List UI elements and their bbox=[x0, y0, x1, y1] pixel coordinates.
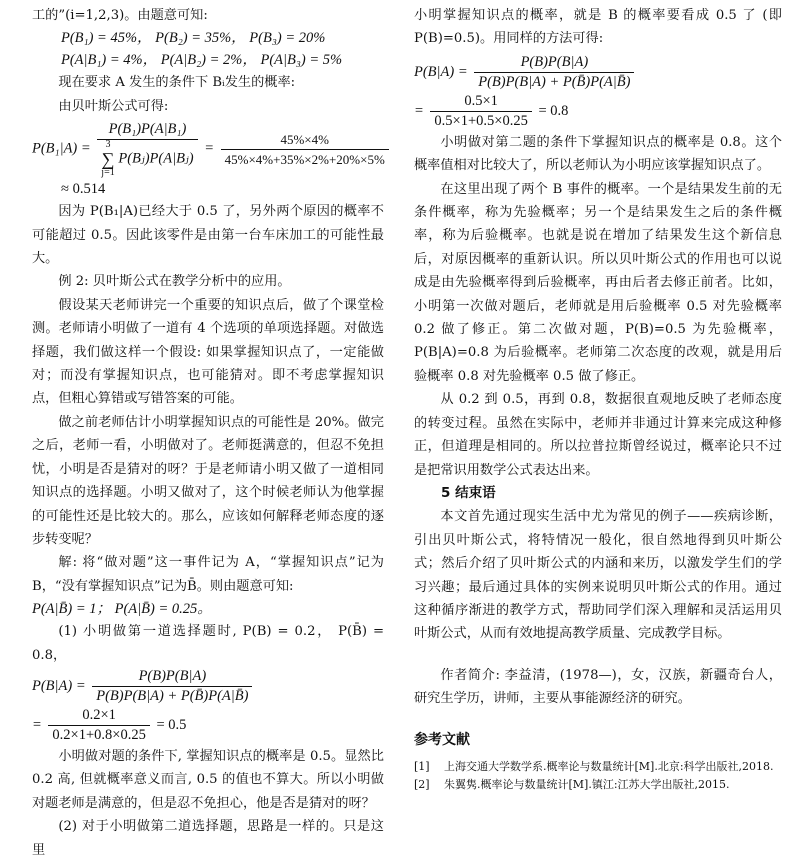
numerator: P(B)P(B|A) bbox=[92, 667, 252, 687]
text-line: 现在要求 A 发生的条件下 Bᵢ发生的概率: bbox=[58, 75, 296, 91]
result-value: = 0.8 bbox=[538, 102, 569, 119]
fraction bbox=[97, 120, 197, 178]
paragraph: 小明掌握知识点的概率，就是 B 的概率要看成 0.5 了 (即 P(B)=0.5)。用同样的方法可得: bbox=[414, 8, 782, 47]
denominator: 45%×4%+35%×2%+20%×5% bbox=[224, 151, 385, 167]
paragraph: (1) 小明做第一道选择题时, P(B) = 0.2， P(B̄) = 0.8， bbox=[32, 624, 384, 663]
paragraph: 从 0.2 到 0.5，再到 0.8，数据很直观地反映了老师态度的转变过程。虽然在实际中，老师并非通过计算来完成这种修正，但道理是相同的。所以拉普拉斯曾经说过，概率论只不过是把常识用数学公式表达出来。 bbox=[414, 392, 782, 478]
formula: ≈ 0.514 bbox=[61, 181, 106, 198]
paragraph: 小明做对第二题的条件下掌握知识点的概率是 0.8。这个概率值相对比较大了，所以老师认为小明应该掌握知识点了。 bbox=[414, 134, 782, 174]
fraction bbox=[474, 53, 634, 92]
fraction bbox=[221, 130, 389, 169]
paragraph: 做之前老师估计小明掌握知识点的可能性是 20%。做完之后，老师一看，小明做对了。老师挺满意的，但忍不免担忧，小明是否是猜对的呀？于是老师请小明又做了一道相同知识点的选择题。小明又做对了，这个时候老师认为他掌握的可能性还是比较大的。那么，应该如何解释老师态度的逐步转变呢？ bbox=[32, 414, 384, 547]
denominator bbox=[97, 140, 197, 178]
formula-result bbox=[414, 92, 782, 131]
formula-lhs: P(B₁|A) = bbox=[32, 140, 91, 157]
formula: P(A|B̄) = 1； P(A|B̄) = 0.25。 bbox=[32, 601, 212, 618]
section-heading: 5 结束语 bbox=[441, 484, 496, 501]
text-line: 由贝叶斯公式可得: bbox=[58, 98, 169, 114]
bayes-formula-example1 bbox=[32, 120, 384, 178]
paragraph: 例 2: 贝叶斯公式在教学分析中的应用。 bbox=[58, 274, 291, 290]
numerator: P(B₁)P(A|B₁) bbox=[97, 120, 197, 140]
reference-text: 朱翼隽.概率论与数量统计[M].镇江:江苏大学出版社,2015. bbox=[444, 777, 730, 791]
equals-sign: = bbox=[414, 102, 424, 119]
sigma-icon: ∑ bbox=[101, 149, 115, 170]
numerator: 0.5×1 bbox=[430, 92, 531, 112]
author-bio: 作者简介: 李益清，(1978—)，女，汉族，新疆奇台人，研究生学历，讲师，主要从事能源经济的研究。 bbox=[414, 667, 782, 707]
formula-result bbox=[32, 706, 384, 745]
reference-item bbox=[414, 758, 782, 776]
formula: P(B₁) = 45%， P(B₂) = 35%， P(B₃) = 20% bbox=[61, 30, 326, 47]
references-title: 参考文献 bbox=[414, 731, 470, 748]
formula: P(A|B₁) = 4%， P(A|B₂) = 2%， P(A|B₃) = 5% bbox=[61, 52, 343, 69]
spacer bbox=[414, 646, 782, 664]
formula-lhs: P(B|A) = bbox=[32, 677, 86, 694]
fraction bbox=[92, 667, 252, 706]
equals: = bbox=[204, 140, 215, 157]
denominator: P(B)P(B|A) + P(B̄)P(A|B̄) bbox=[478, 73, 631, 90]
numerator: P(B)P(B|A) bbox=[474, 53, 634, 73]
paragraph: 假设某天老师讲完一个重要的知识点后，做了个课堂检测。老师请小明做了一道有 4 个选项的单项选择题。对做选择题，我们做这样一个假设: 如果掌握知识点了，一定能做对；而没有掌握知识点，也可能猜对。即不考虑掌握知识点，但粗心算错或写错答案的可能。 bbox=[32, 297, 384, 407]
reference-number: [1] bbox=[414, 759, 430, 773]
summation bbox=[101, 140, 114, 178]
paragraph: 解: 将“做对题”这一事件记为 A，“掌握知识点”记为 B，“没有掌握知识点”记为B̄。则由题意可知: bbox=[32, 555, 384, 594]
numerator: 0.2×1 bbox=[48, 706, 149, 726]
bayes-formula-example2 bbox=[32, 667, 384, 706]
bayes-formula-example3 bbox=[414, 53, 782, 92]
result-value: = 0.5 bbox=[156, 716, 187, 733]
denominator: 0.5×1+0.5×0.25 bbox=[434, 112, 528, 129]
reference-item bbox=[414, 776, 782, 794]
fraction bbox=[430, 92, 531, 131]
text-line: 工的”(i=1,2,3)。由题意可知: bbox=[32, 8, 208, 23]
denominator-text: P(Bⱼ)P(A|Bⱼ) bbox=[118, 150, 194, 167]
paragraph: 本文首先通过现实生活中尤为常见的例子——疾病诊断，引出贝叶斯公式，将特情况一般化，很自然地得到贝叶斯公式；然后介绍了贝叶斯公式的内涵和来历，以激发学生们的学习兴趣；最后通过具体的实例来说明贝叶斯公式的作用。通过这种循序渐进的教学方式，帮助同学们深入理解和灵活运用贝叶斯公式，从而有效地提高教学质量、完成教学目标。 bbox=[414, 509, 782, 642]
sum-upper: 3 bbox=[105, 139, 111, 151]
paragraph: 在这里出现了两个 B 事件的概率。一个是结果发生前的无条件概率，称为先验概率；另一个是结果发生之后的条件概率，称为后验概率。也就是说在增加了结果发生这个新信息后，对原因概率的重新认识。所以贝叶斯公式的作用也可以说成是由先验概率得到后验概率，再由后者去修正前者。比如，小明第一次做对题后，老师就是用后验概率 0.5 对先验概率 0.2 做了修正。第二次做对题，P(B)=0.5 为先验概率，P(B|A)=0.8 为后验概率。老师第二次态度的改观，就是用后验概率 0.8 对先验概率 0.5 做了修正。 bbox=[414, 181, 782, 384]
sum-lower: j=1 bbox=[101, 167, 115, 179]
reference-number: [2] bbox=[414, 777, 430, 791]
denominator: P(B)P(B|A) + P(B̄)P(A|B̄) bbox=[96, 687, 249, 704]
paragraph: 小明做对题的条件下, 掌握知识点的概率是 0.5。显然比 0.2 高, 但就概率意义而言, 0.5 的值也不算大。所以小明做对题老师是满意的，但是忍不免担心，他是否是猜对的呀？ bbox=[32, 748, 384, 811]
numerator: 45%×4% bbox=[221, 130, 389, 150]
formula-lhs: P(B|A) = bbox=[414, 63, 468, 80]
left-column bbox=[32, 4, 384, 862]
paragraph: 因为 P(B₁|A)已经大于 0.5 了，另外两个原因的概率不可能超过 0.5。因此该零件是由第一台车床加工的可能性最大。 bbox=[32, 204, 384, 267]
fraction bbox=[48, 706, 149, 745]
right-column bbox=[414, 4, 782, 794]
paragraph: (2) 对于小明做第二道选择题，思路是一样的。只是这里 bbox=[32, 819, 384, 858]
reference-text: 上海交通大学数学系.概率论与数量统计[M].北京:科学出版社,2018. bbox=[444, 759, 774, 773]
equals-sign: = bbox=[32, 716, 42, 733]
denominator: 0.2×1+0.8×0.25 bbox=[52, 726, 146, 743]
